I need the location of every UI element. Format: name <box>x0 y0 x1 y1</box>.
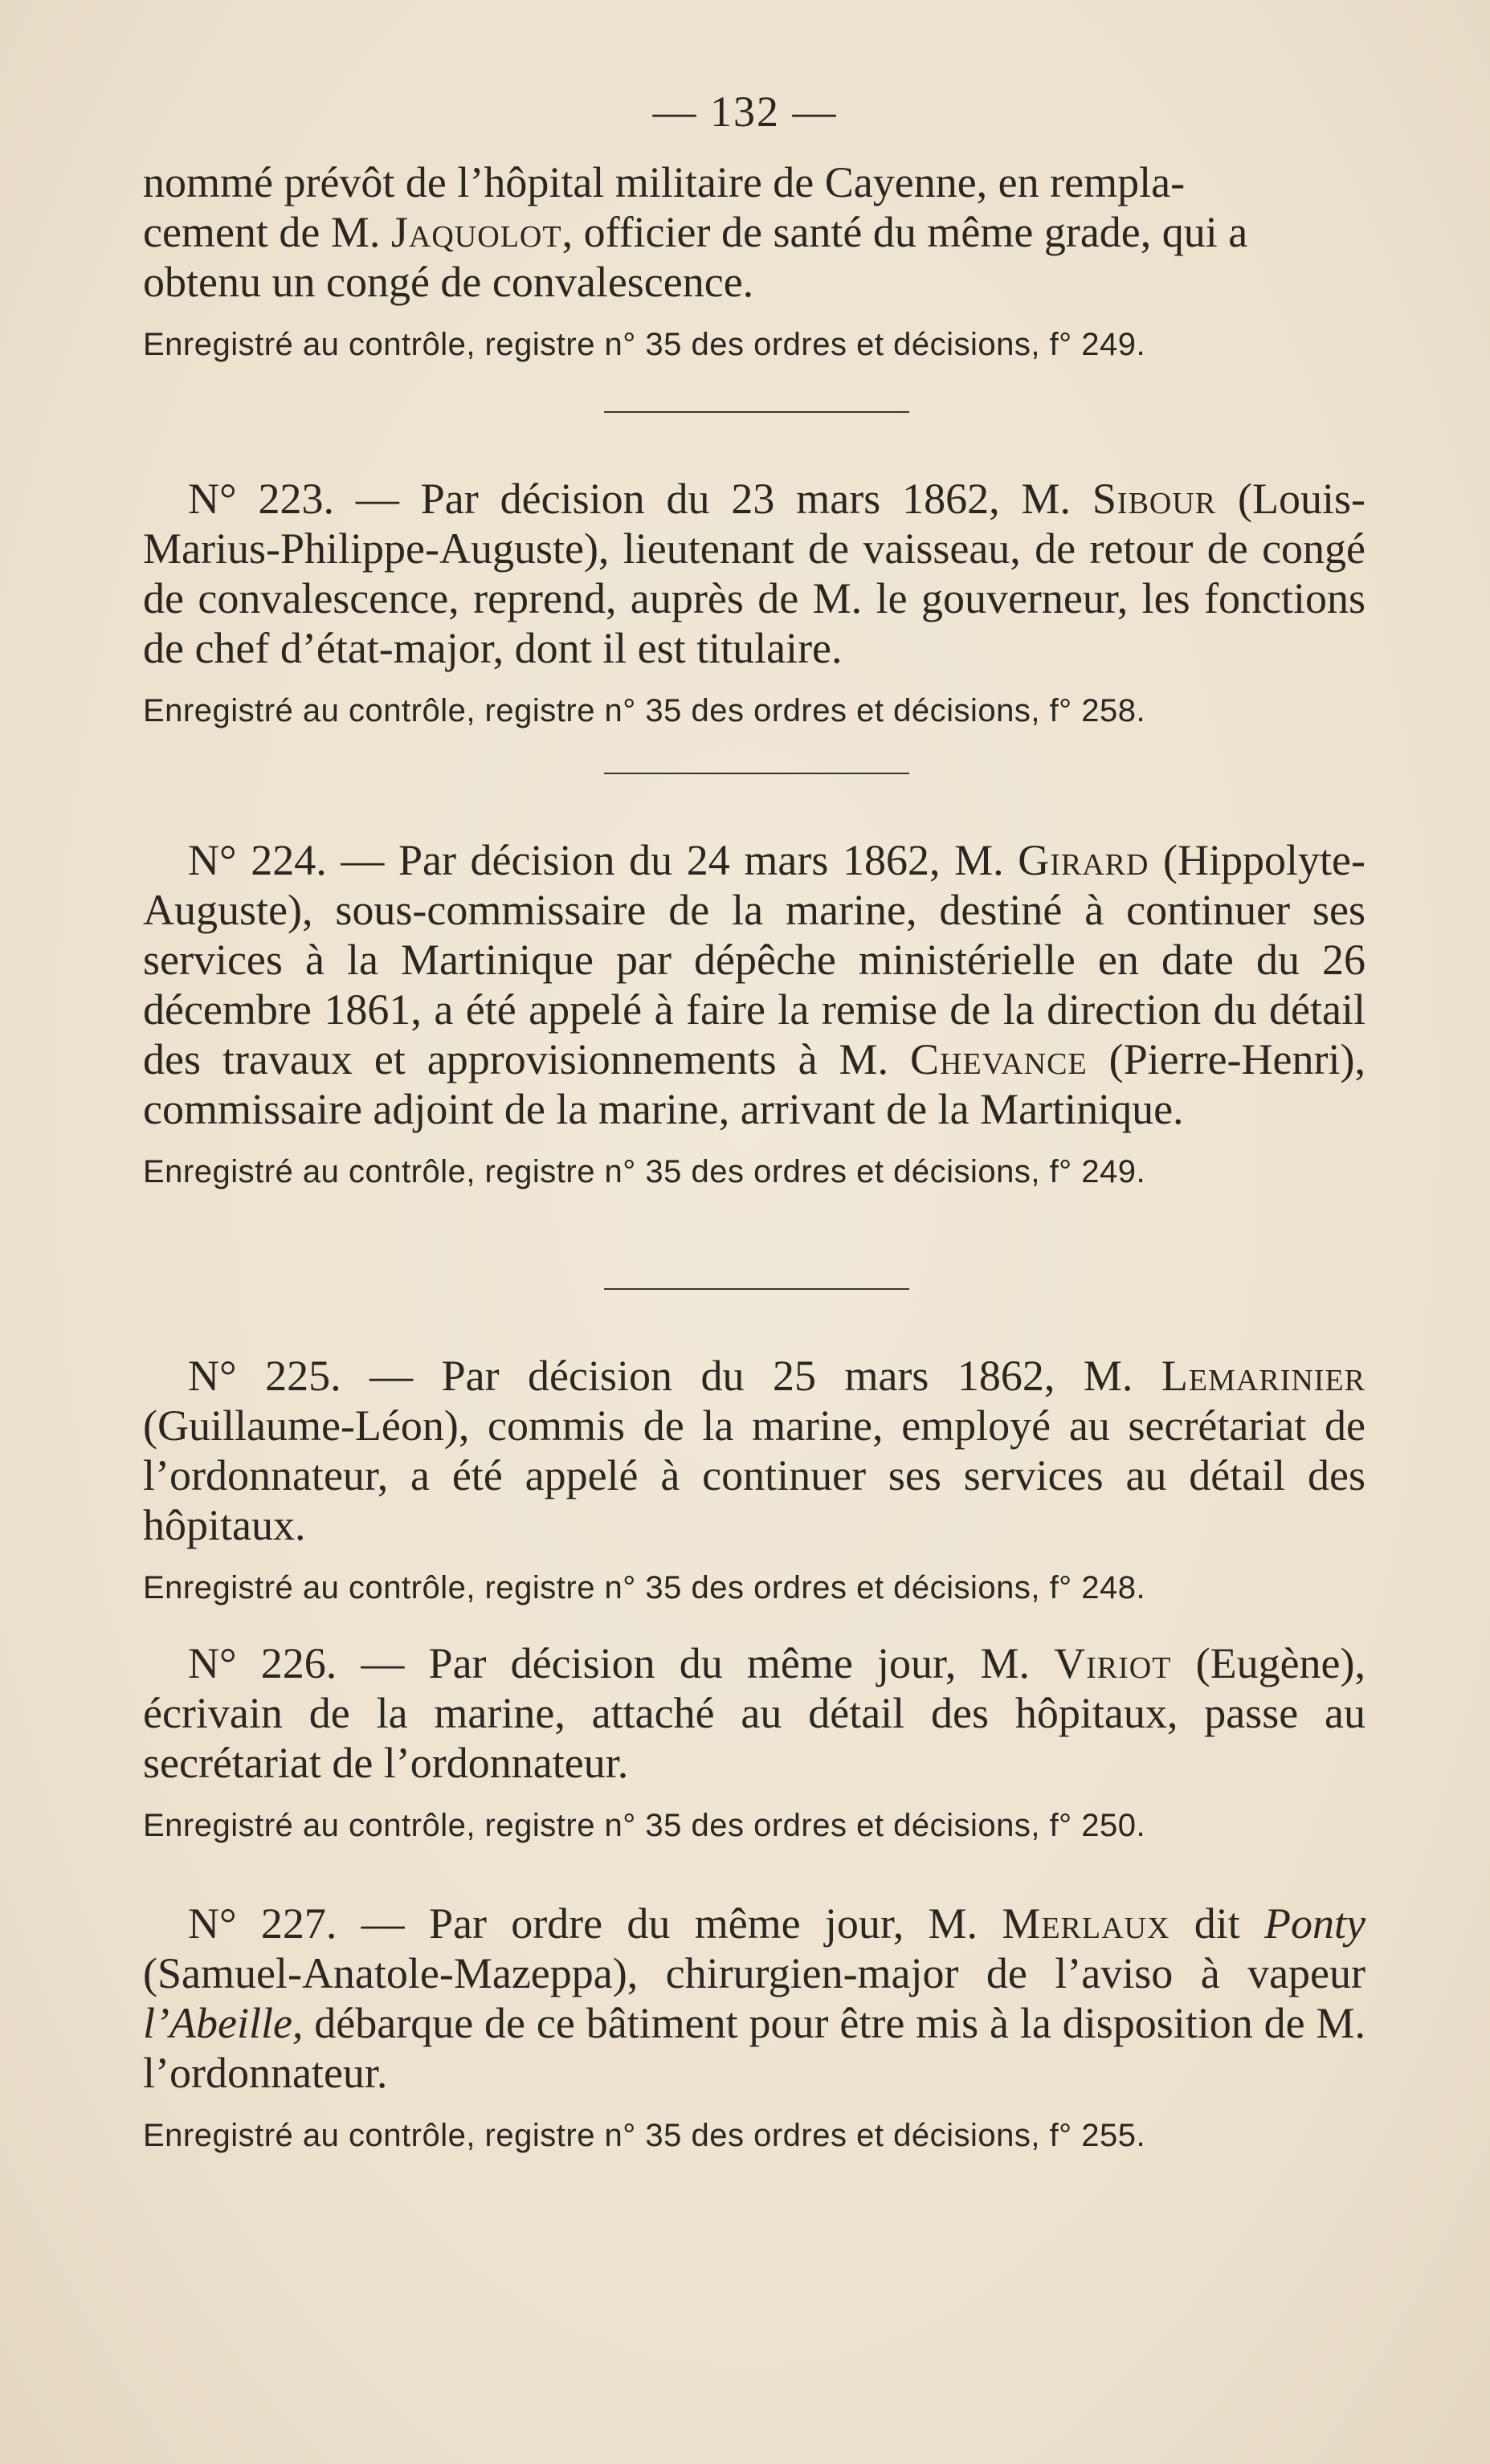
entry-number: N° 224. <box>188 836 327 884</box>
registration-note: Enregistré au contrôle, registre n° 35 des ordres et décisions, f° 258. <box>143 693 1146 728</box>
entry-number: N° 226. <box>188 1639 337 1687</box>
intro-paragraph: nommé prévôt de l’hôpital militaire de Cayenne, en rempla- cement de M. Jaquolot, officier de santé du même grade, qui a obtenu un congé de convalescence. <box>143 158 1248 306</box>
ship-name: l’Abeille, <box>143 1999 304 2047</box>
entry-paragraph: N° 227. — Par ordre du même jour, M. Merlaux dit Ponty (Samuel-Anatole-Mazeppa), chirurgien-major de l’aviso à vapeur l’Abeille, débarque de ce bâtiment pour être mis à la disposition de M. l’ordonnateur. <box>143 1899 1365 2097</box>
section-divider <box>604 1288 909 1290</box>
registration-note: Enregistré au contrôle, registre n° 35 des ordres et décisions, f° 248. <box>143 1570 1146 1605</box>
section-divider <box>604 773 909 774</box>
person-name: Sibour <box>1092 475 1217 523</box>
entry-number: N° 225. <box>188 1352 341 1400</box>
page-number: — 132 — <box>652 88 838 136</box>
entry-paragraph: N° 225. — Par décision du 25 mars 1862, M. Lemarinier (Guillaume-Léon), commis de la marine, employé au secrétariat de l’ordonnateur, a été appelé à continuer ses services au détail des hôpitaux. <box>143 1352 1366 1549</box>
registration-note: Enregistré au contrôle, registre n° 35 des ordres et décisions, f° 249. <box>143 1154 1146 1189</box>
registration-note: Enregistré au contrôle, registre n° 35 des ordres et décisions, f° 250. <box>143 1808 1146 1843</box>
entry-number: N° 227. <box>188 1899 337 1948</box>
person-name: Merlaux <box>1002 1899 1170 1948</box>
entry-paragraph: N° 226. — Par décision du même jour, M. Viriot (Eugène), écrivain de la marine, attaché au détail des hôpitaux, passe au secrétariat de l’ordonnateur. <box>143 1639 1366 1787</box>
section-divider <box>604 411 909 413</box>
person-name: Viriot <box>1054 1639 1172 1687</box>
entry-225 <box>143 1351 1365 1608</box>
registration-note: Enregistré au contrôle, registre n° 35 des ordres et décisions, f° 255. <box>143 2118 1146 2153</box>
person-name: Chevance <box>910 1035 1088 1083</box>
person-name: Lemarinier <box>1161 1352 1366 1400</box>
entry-paragraph: N° 223. — Par décision du 23 mars 1862, M. Sibour (Louis-Marius-Philippe-Auguste), lieutenant de vaisseau, de retour de congé de convalescence, reprend, auprès de M. le gouverneur, les fonctions de chef d’état-major, dont il est titulaire. <box>143 475 1366 672</box>
entry-226 <box>143 1638 1365 1846</box>
entry-223 <box>143 474 1365 731</box>
entry-227 <box>143 1899 1365 2156</box>
entry-paragraph: N° 224. — Par décision du 24 mars 1862, M. Girard (Hippolyte-Auguste), sous-commissaire de la marine, destiné à continuer ses services à la Martinique par dépêche ministérielle en date du 26 décembre 1861, a été appelé à faire la remise de la direction du détail des travaux et approvisionnements à M. Chevance (Pierre-Henri), commissaire adjoint de la marine, arrivant de la Martinique. <box>143 836 1365 1133</box>
alias-name: Ponty <box>1264 1899 1365 1948</box>
entry-number: N° 223. <box>188 475 334 523</box>
entry-224 <box>143 835 1365 1192</box>
person-name: Girard <box>1018 836 1149 884</box>
intro-block <box>143 157 1365 365</box>
person-name: Jaquolot <box>390 208 562 256</box>
registration-note: Enregistré au contrôle, registre n° 35 des ordres et décisions, f° 249. <box>143 327 1146 362</box>
